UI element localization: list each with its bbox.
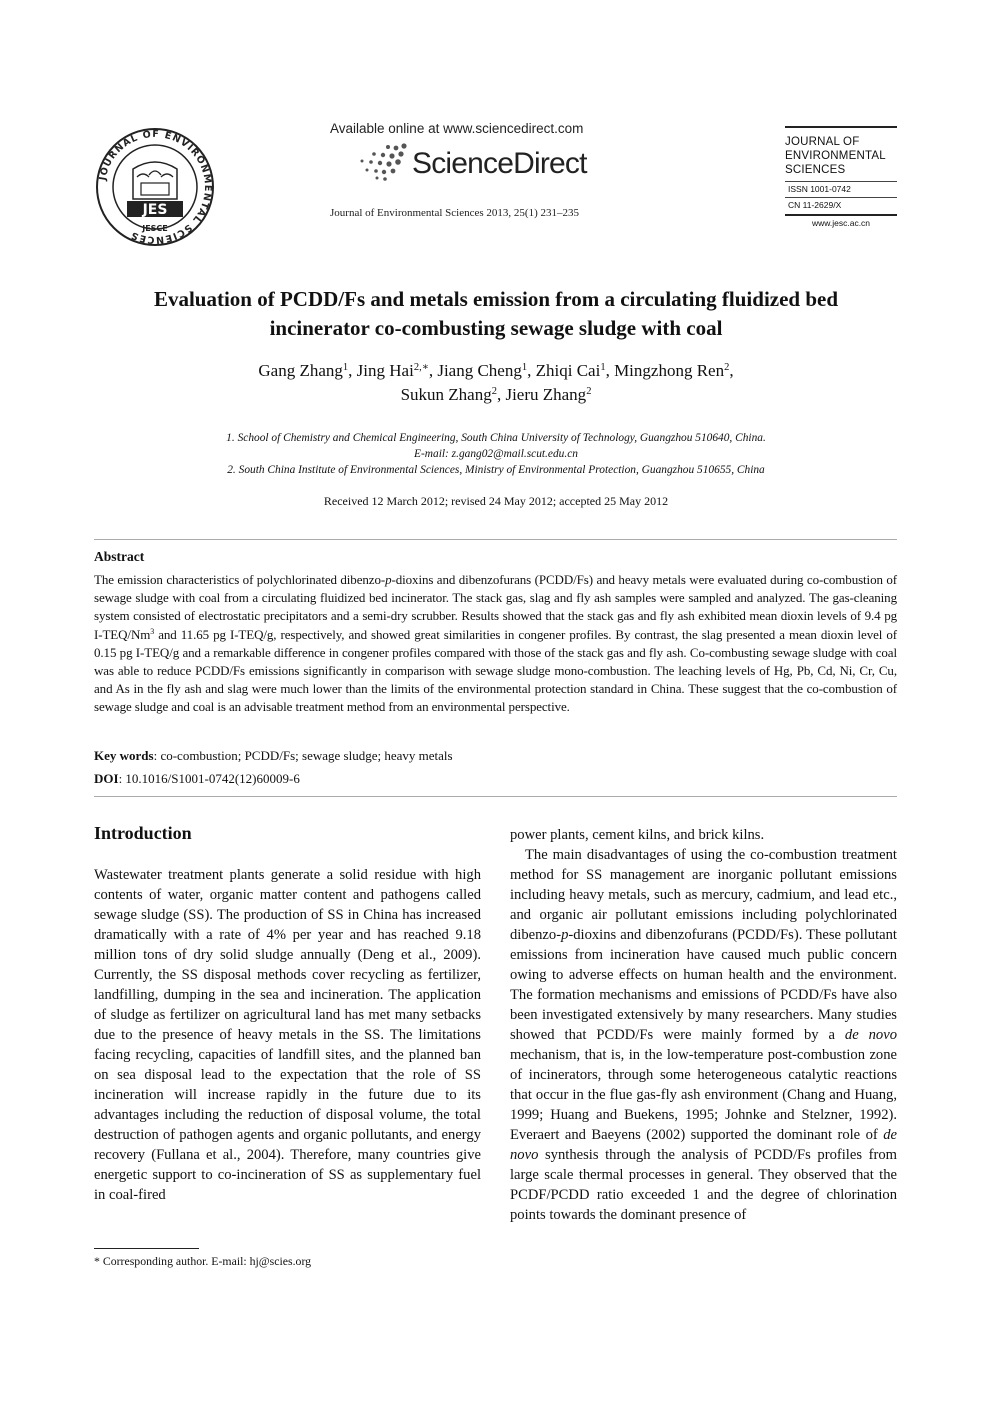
paragraph-segment: -dioxins and dibenzofurans (PCDD/Fs). These pollutant emissions from incineration have caused much public concern owing to adverse effects on human health and the environment. The formation mechanisms and emissions of PCDD/Fs have also been investigated extensively by many researchers. Many studies showed that PCDD/Fs were mainly formed by a (510, 927, 897, 1043)
author-affil-mark: 2 (586, 386, 592, 397)
author-list (110, 359, 882, 407)
author-separator: , (605, 361, 615, 380)
keywords-label: Key words (94, 748, 154, 763)
affiliations (70, 430, 922, 478)
journal-name-line: JOURNAL OF (785, 136, 860, 148)
journal-citation: Journal of Environmental Sciences 2013, 25(1) 231–235 (330, 207, 579, 219)
journal-box-rule (785, 126, 897, 128)
author-affil-mark: 2 (491, 386, 497, 397)
keywords-text: : co-combustion; PCDD/Fs; sewage sludge; heavy metals (153, 748, 453, 763)
article-dates: Received 12 March 2012; revised 24 May 2012; accepted 25 May 2012 (323, 494, 669, 508)
article-title (60, 285, 932, 343)
author-name: Zhiqi Cai (535, 361, 601, 380)
author-name: Sukun Zhang (400, 385, 492, 404)
abstract-segment: -dioxins and dibenzofurans (PCDD/Fs) and heavy metals were evaluated during co-combustion of sewage sludge with coal from a circulating fluidized bed incinerator. The stack gas, slag and fly ash samples were sampled and analyzed. The gas-cleaning system consisted of electrostatic precipitators and a semi-dry scrubber. Results showed that the stack gas and fly ash exhibited mean dioxin levels of 9.4 pg I-TEQ/Nm (94, 572, 898, 642)
paragraph-italic: p (561, 927, 569, 943)
paragraph-segment: The main disadvantages of using the co-combustion treatment method for SS management are inorganic pollutant emissions including heavy metals, such as mercury, cadmium, and lead etc., and organic air pollutant emissions including polychlorinated dibenzo- (510, 847, 897, 943)
affiliation-line: 2. South China Institute of Environmental Sciences, Ministry of Environmental Protection, Guangzhou 510655, China (227, 464, 765, 476)
journal-website: www.jesc.ac.cn (811, 218, 871, 228)
journal-box-rule (785, 181, 897, 182)
journal-cn: CN 11-2629/X (788, 200, 842, 210)
paragraph-italic: de novo (510, 1127, 897, 1163)
title-line: Evaluation of PCDD/Fs and metals emission from a circulating fluidized bed (153, 287, 839, 311)
doi-value: : 10.1016/S1001-0742(12)60009-6 (118, 771, 300, 786)
author-separator: , (496, 385, 506, 404)
author-affil-mark: 2,∗ (413, 362, 429, 373)
abstract-heading: Abstract (94, 549, 145, 564)
paragraph-segment: mechanism, that is, in the low-temperature post-combustion zone of incinerators, through some heterogeneous catalytic reactions that occur in the flue gas-fly ash environment (Chang and Huang, 1999; Huang and Buekens, 1995; Johnke and Stelzner, 1992). Everaert and Baeyens (2002) supported the dominant role of (510, 1047, 897, 1143)
sciencedirect-wordmark: ScienceDirect (412, 147, 587, 180)
author-separator: , (729, 361, 734, 380)
abstract-italic: p (385, 572, 392, 587)
body-column-left (94, 865, 481, 1205)
journal-info-box (785, 126, 897, 229)
journal-box-rule (785, 214, 897, 216)
paragraph: power plants, cement kilns, and brick kilns. (510, 827, 765, 843)
paragraph (510, 845, 897, 1225)
journal-box-rule (785, 197, 897, 198)
sciencedirect-dots-icon (352, 141, 412, 183)
doi-label: DOI (94, 771, 119, 786)
logo-badge: JES (142, 202, 168, 218)
author-separator: , (527, 361, 536, 380)
divider (94, 539, 897, 540)
abstract-segment: The emission characteristics of polychlorinated dibenzo- (94, 572, 386, 587)
logo-sub: JESCE (142, 224, 168, 233)
author-name: Jiang Cheng (437, 361, 522, 380)
abstract-superscript: 3 (150, 626, 155, 636)
title-line: incinerator co-combusting sewage sludge with coal (269, 316, 723, 340)
journal-name-line: ENVIRONMENTAL (785, 150, 886, 162)
author-affil-mark: 1 (342, 362, 349, 373)
author-affil-mark: 1 (521, 362, 528, 373)
author-name: Jing Hai (356, 361, 414, 380)
author-affil-mark: 2 (724, 362, 730, 373)
abstract-segment: and 11.65 pg I-TEQ/g, respectively, and showed great similarities in congener profiles. By contrast, the slag presented a mean dioxin level of 0.15 pg I-TEQ/g and a remarkable difference in congener profiles compared with those of the stack gas and fly ash. Co-combusting sewage sludge with coal was able to reduce PCDD/Fs emissions significantly in comparison with sewage sludge mono-combustion. The leaching levels of Hg, Pb, Cd, Ni, Cr, Cu, and As in the fly ash and slag were much lower than the limits of the environmental protection standard in China. These suggest that the co-combustion of sewage sludge and coal is an advisable treatment method from an environmental perspective. (94, 626, 897, 715)
journal-issn: ISSN 1001-0742 (788, 184, 851, 194)
doi (94, 771, 897, 787)
author-name: Mingzhong Ren (614, 361, 725, 380)
divider (94, 796, 897, 797)
abstract-text (94, 571, 897, 717)
journal-logo (93, 127, 217, 247)
paragraph-italic: de novo (844, 1027, 897, 1043)
logo-ring-text: JOURNAL OF ENVIRONMENTAL SCIENCES (97, 128, 214, 246)
keywords (94, 748, 897, 764)
author-separator: , (428, 361, 438, 380)
paragraph-segment: synthesis through the analysis of PCDD/Fs profiles from large scale thermal processes in general. They observed that the PCDF/PCDD ratio exceeded 1 and the degree of chlorination points towards the dominant presence of (510, 1147, 897, 1223)
affiliation-line: 1. School of Chemistry and Chemical Engineering, South China University of Technology, Guangzhou 510640, China. (226, 432, 766, 444)
paragraph: Wastewater treatment plants generate a solid residue with high contents of water, organic matter content and pathogens called sewage sludge (SS). The production of SS in China has increased dramatically with a rate of 4% per year and has reached 9.18 million tons of dry solid sludge annually (Deng et al., 2009). Currently, the SS disposal methods cover recycling as fertilizer, landfilling, dumping in the sea and incineration. The application of sludge as fertilizer on agricultural land has met many setbacks due to the presence of heavy metals in the SS. The limitations facing recycling, capacities of landfill sites, and the planned ban on sea disposal lead to the expectation that the role of SS incineration will increase rapidly in the future due to its advantages including the reduction of disposal volume, the total destruction of pathogen agents and organic pollutants, and energy recovery (Fullana et al., 2004). Therefore, many countries give energetic support to co-incineration of SS as supplementary fuel in coal-fired (94, 867, 481, 1203)
footnote-rule (94, 1248, 199, 1249)
body-column-right (510, 825, 897, 1225)
affiliation-email: E-mail: z.gang02@mail.scut.edu.cn (414, 448, 578, 460)
author-separator: , (348, 361, 357, 380)
author-name: Gang Zhang (258, 361, 343, 380)
author-name: Jieru Zhang (505, 385, 587, 404)
available-online-text: Available online at www.sciencedirect.com (330, 121, 584, 136)
corresponding-author-footnote: * Corresponding author. E-mail: hj@scies.org (94, 1254, 312, 1268)
section-heading-introduction: Introduction (94, 823, 192, 843)
journal-name-line: SCIENCES (785, 164, 846, 176)
author-affil-mark: 1 (600, 362, 606, 373)
